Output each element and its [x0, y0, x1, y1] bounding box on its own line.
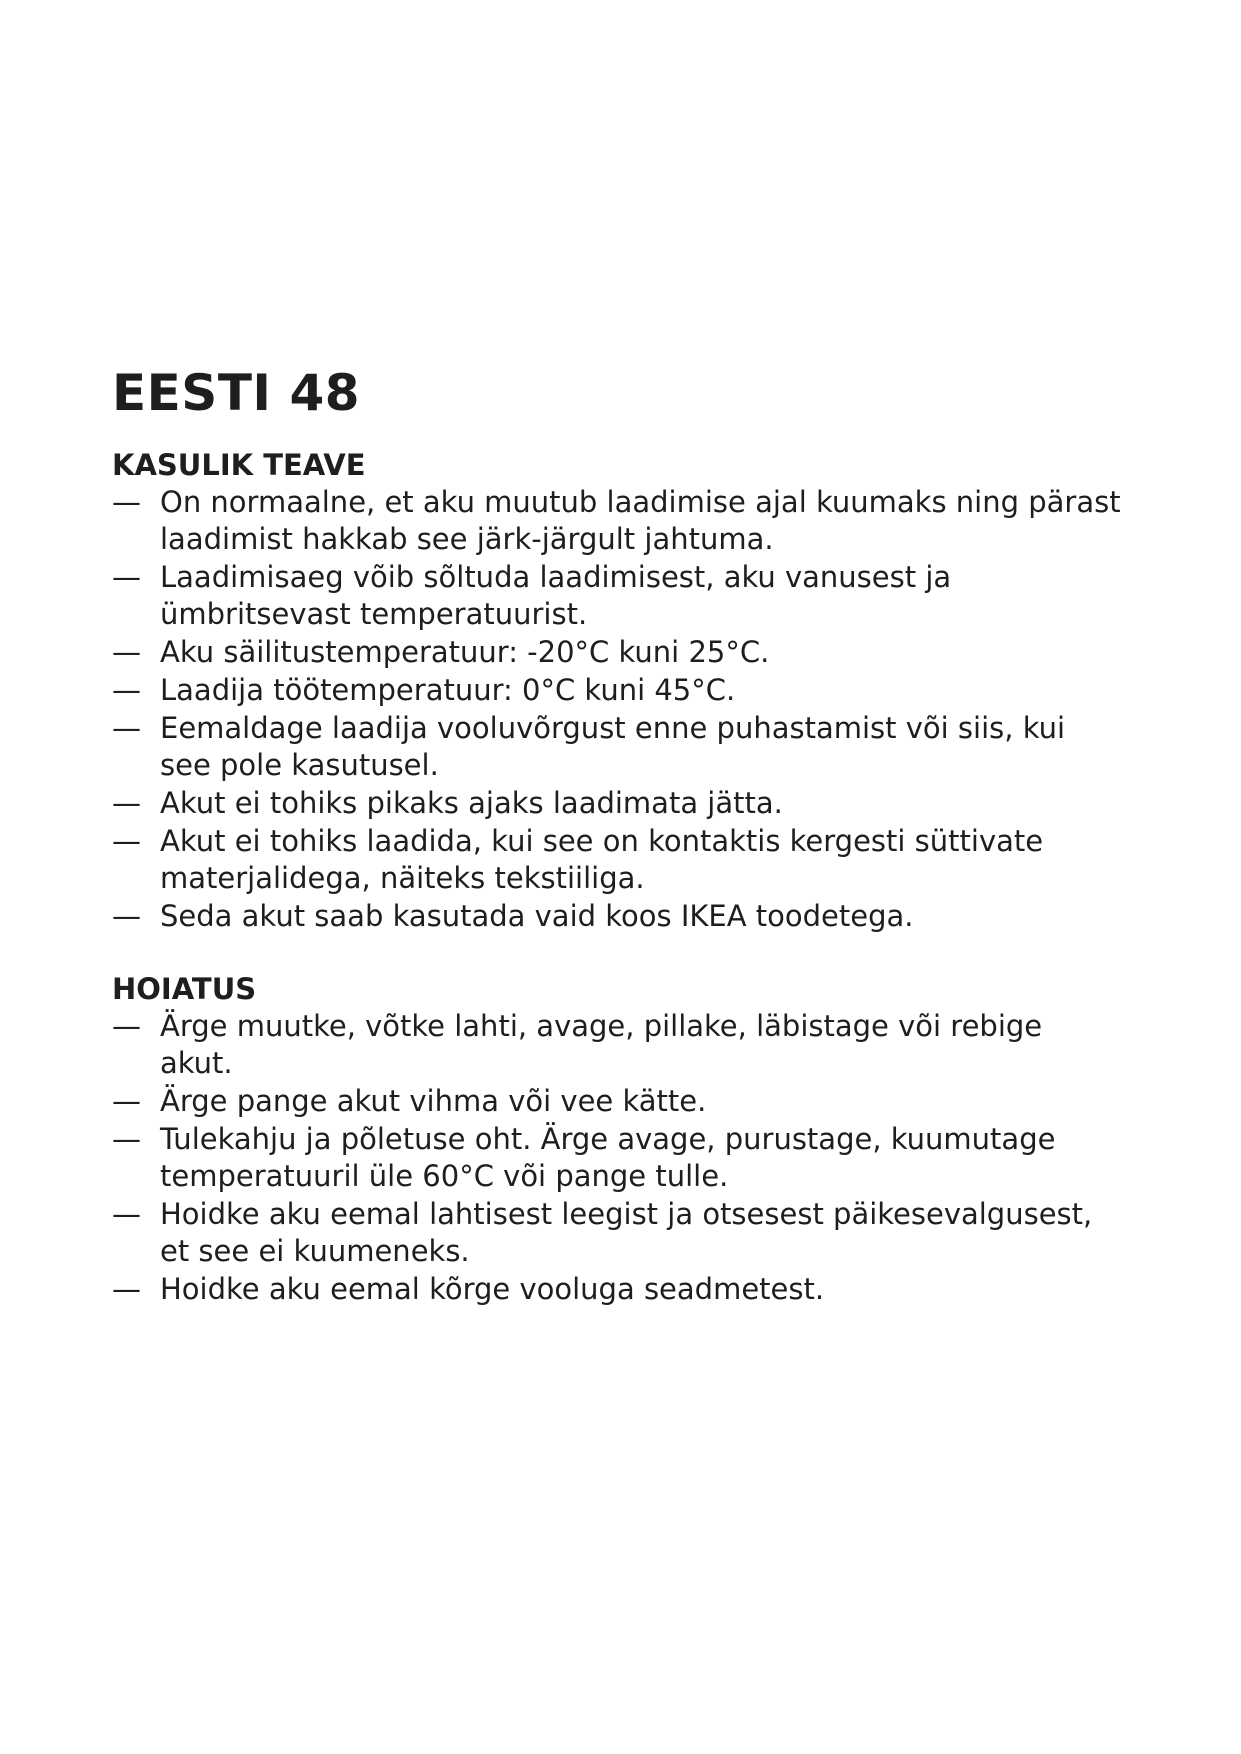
dash-bullet: —	[112, 1009, 141, 1043]
list-item-text: On normaalne, et aku muutub laadimise ajal kuumaks ning pärast laadimist hakkab see järk-järgult jahtuma.	[160, 485, 1121, 556]
dash-bullet: —	[112, 560, 141, 594]
dash-bullet: —	[112, 485, 141, 519]
list-item	[112, 1008, 1122, 1082]
list-item-text: Hoidke aku eemal kõrge vooluga seadmetest.	[160, 1272, 825, 1306]
list-item-text: Eemaldage laadija vooluvõrgust enne puhastamist või siis, kui see pole kasutusel.	[160, 711, 1066, 782]
list-item-text: Laadimisaeg võib sõltuda laadimisest, aku vanusest ja ümbritsevast temperatuurist.	[160, 560, 952, 631]
list-item-text: Ärge muutke, võtke lahti, avage, pillake, läbistage või rebige akut.	[160, 1009, 1043, 1080]
list-item	[112, 634, 1122, 671]
bullet-list	[112, 484, 1122, 935]
list-item	[112, 559, 1122, 633]
section-spacer	[112, 936, 1122, 970]
list-item	[112, 484, 1122, 558]
list-item-text: Akut ei tohiks pikaks ajaks laadimata jätta.	[160, 786, 783, 820]
page-title: EESTI 48	[112, 364, 361, 422]
list-item	[112, 823, 1122, 897]
section-heading: KASULIK TEAVE	[112, 448, 366, 482]
list-item	[112, 672, 1122, 709]
list-item-text: Ärge pange akut vihma või vee kätte.	[160, 1084, 707, 1118]
document-page	[112, 364, 1122, 1309]
list-item	[112, 710, 1122, 784]
list-item	[112, 1271, 1122, 1308]
list-item-text: Akut ei tohiks laadida, kui see on kontaktis kergesti süttivate materjalidega, näiteks tekstiiliga.	[160, 824, 1044, 895]
section-warning	[112, 970, 1122, 1308]
dash-bullet: —	[112, 1197, 141, 1231]
list-item-text: Aku säilitustemperatuur: -20°C kuni 25°C.	[160, 635, 770, 669]
dash-bullet: —	[112, 1084, 141, 1118]
list-item	[112, 1083, 1122, 1120]
bullet-list	[112, 1008, 1122, 1308]
list-item	[112, 1121, 1122, 1195]
list-item-text: Hoidke aku eemal lahtisest leegist ja otsesest päikesevalgusest, et see ei kuumeneks.	[160, 1197, 1093, 1268]
list-item-text: Laadija töötemperatuur: 0°C kuni 45°C.	[160, 673, 736, 707]
section-heading: HOIATUS	[112, 972, 257, 1006]
list-item	[112, 785, 1122, 822]
dash-bullet: —	[112, 824, 141, 858]
dash-bullet: —	[112, 1272, 141, 1306]
dash-bullet: —	[112, 899, 141, 933]
list-item	[112, 898, 1122, 935]
dash-bullet: —	[112, 635, 141, 669]
list-item-text: Tulekahju ja põletuse oht. Ärge avage, purustage, kuumutage temperatuuril üle 60°C või pange tulle.	[160, 1122, 1056, 1193]
section-useful-info	[112, 446, 1122, 935]
dash-bullet: —	[112, 711, 141, 745]
dash-bullet: —	[112, 786, 141, 820]
dash-bullet: —	[112, 673, 141, 707]
dash-bullet: —	[112, 1122, 141, 1156]
list-item-text: Seda akut saab kasutada vaid koos IKEA toodetega.	[160, 899, 914, 933]
list-item	[112, 1196, 1122, 1270]
